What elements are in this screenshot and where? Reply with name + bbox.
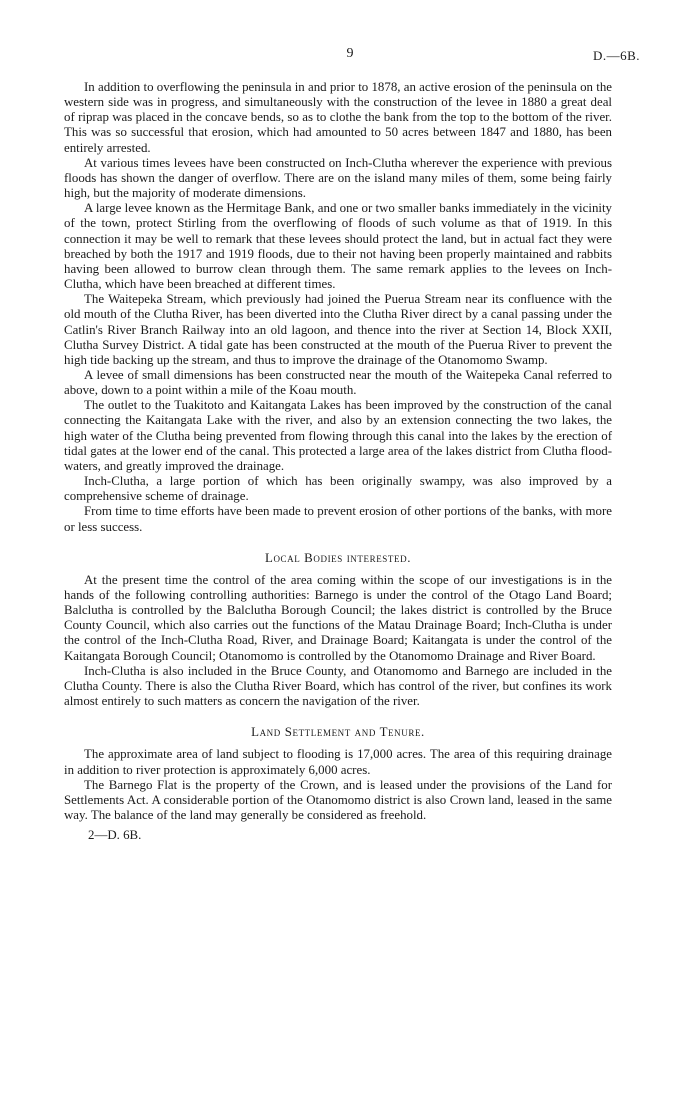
page-number: 9 xyxy=(346,46,354,61)
paragraph: In addition to overflowing the peninsula in and prior to 1878, an active erosion of the peninsula on the western side was in progress, and simultaneously with the construction of the levee in 1880 a great deal of riprap was placed in the concave bends, so as to clothe the bank from the top to the bottom of the river. This was so successful that erosion, which had amounted to 50 acres between 1847 and 1880, has been entirely arrested. xyxy=(64,80,612,155)
paragraph: The Barnego Flat is the property of the Crown, and is leased under the provisions of the Land for Settlements Act. A considerable portion of the Otanomomo district is also Crown land, leased in the same way. The balance of the land may generally be considered as freehold. xyxy=(64,777,612,823)
paragraph: From time to time efforts have been made to prevent erosion of other portions of the banks, with more or less success. xyxy=(64,504,612,534)
paragraph: The approximate area of land subject to flooding is 17,000 acres. The area of this requiring drainage in addition to river protection is approximately 6,000 acres. xyxy=(64,747,612,777)
document-body xyxy=(64,80,612,843)
paragraph: Inch-Clutha is also included in the Bruce County, and Otanomomo and Barnego are included in the Clutha County. There is also the Clutha River Board, which has control of the river, but confines its work almost entirely to such matters as concern the navigation of the river. xyxy=(64,663,612,709)
section-heading-land-settlement: Land Settlement and Tenure. xyxy=(251,725,425,740)
paragraph: The Waitepeka Stream, which previously had joined the Puerua Stream near its confluence with the old mouth of the Clutha River, has been diverted into the Clutha River direct by a canal passing under the Catlin's River Branch Railway into an old lagoon, and thence into the river at Section 14, Block XXII, Clutha Survey District. A tidal gate has been constructed at the mouth of the Puerua River to prevent the high tide backing up the stream, and thus to improve the drainage of the Otanomomo Swamp. xyxy=(64,292,612,367)
paragraph: At various times levees have been constructed on Inch-Clutha wherever the experience with previous floods has shown the danger of overflow. There are on the island many miles of them, some being fairly high, but the majority of moderate dimensions. xyxy=(64,155,612,201)
paragraph: A large levee known as the Hermitage Bank, and one or two smaller banks immediately in the vicinity of the town, protect Stirling from the overflowing of floods of such volume as that of 1919. In this connection it may be well to remark that these levees should protect the land, but in actual fact they were breached by both the 1917 and 1919 floods, due to their not having been properly maintained and rabbits having been allowed to burrow clean through them. The same remark applies to the levees on Inch-Clutha, which have been breached at different times. xyxy=(64,201,612,292)
section-heading-local-bodies: Local Bodies interested. xyxy=(264,550,412,565)
paragraph: Inch-Clutha, a large portion of which has been originally swampy, was also improved by a comprehensive scheme of drainage. xyxy=(64,474,612,504)
paragraph: A levee of small dimensions has been constructed near the mouth of the Waitepeka Canal referred to above, down to a point within a mile of the Koau mouth. xyxy=(64,367,612,398)
paragraph: At the present time the control of the area coming within the scope of our investigations is in the hands of the following controlling authorities: Barnego is under the control of the Otago Land Board; Balclutha is controlled by the Balclutha Borough Council; the lakes district is controlled by the Bruce County Council, which also carries out the functions of the Matau Drainage Board; Inch-Clutha is under the control of the Inch-Clutha Road, River, and Drainage Board; Kaitangata is under the control of the Kaitangata Borough Council; Otanomomo is controlled by the Otanomomo Drainage and River Board. xyxy=(64,572,612,663)
paragraph: The outlet to the Tuakitoto and Kaitangata Lakes has been improved by the construction of the canal connecting the Kaitangata Lake with the river, and also by an extension connecting the two lakes, the high water of the Clutha being prevented from flowing through this canal into the lakes by the erection of tidal gates at the lower end of the canal. This protected a large area of the lakes district from Clutha flood-waters, and greatly improved the drainage. xyxy=(64,398,612,473)
signature-mark: 2—D. 6B. xyxy=(88,828,142,843)
document-reference: D.—6B. xyxy=(592,48,640,63)
